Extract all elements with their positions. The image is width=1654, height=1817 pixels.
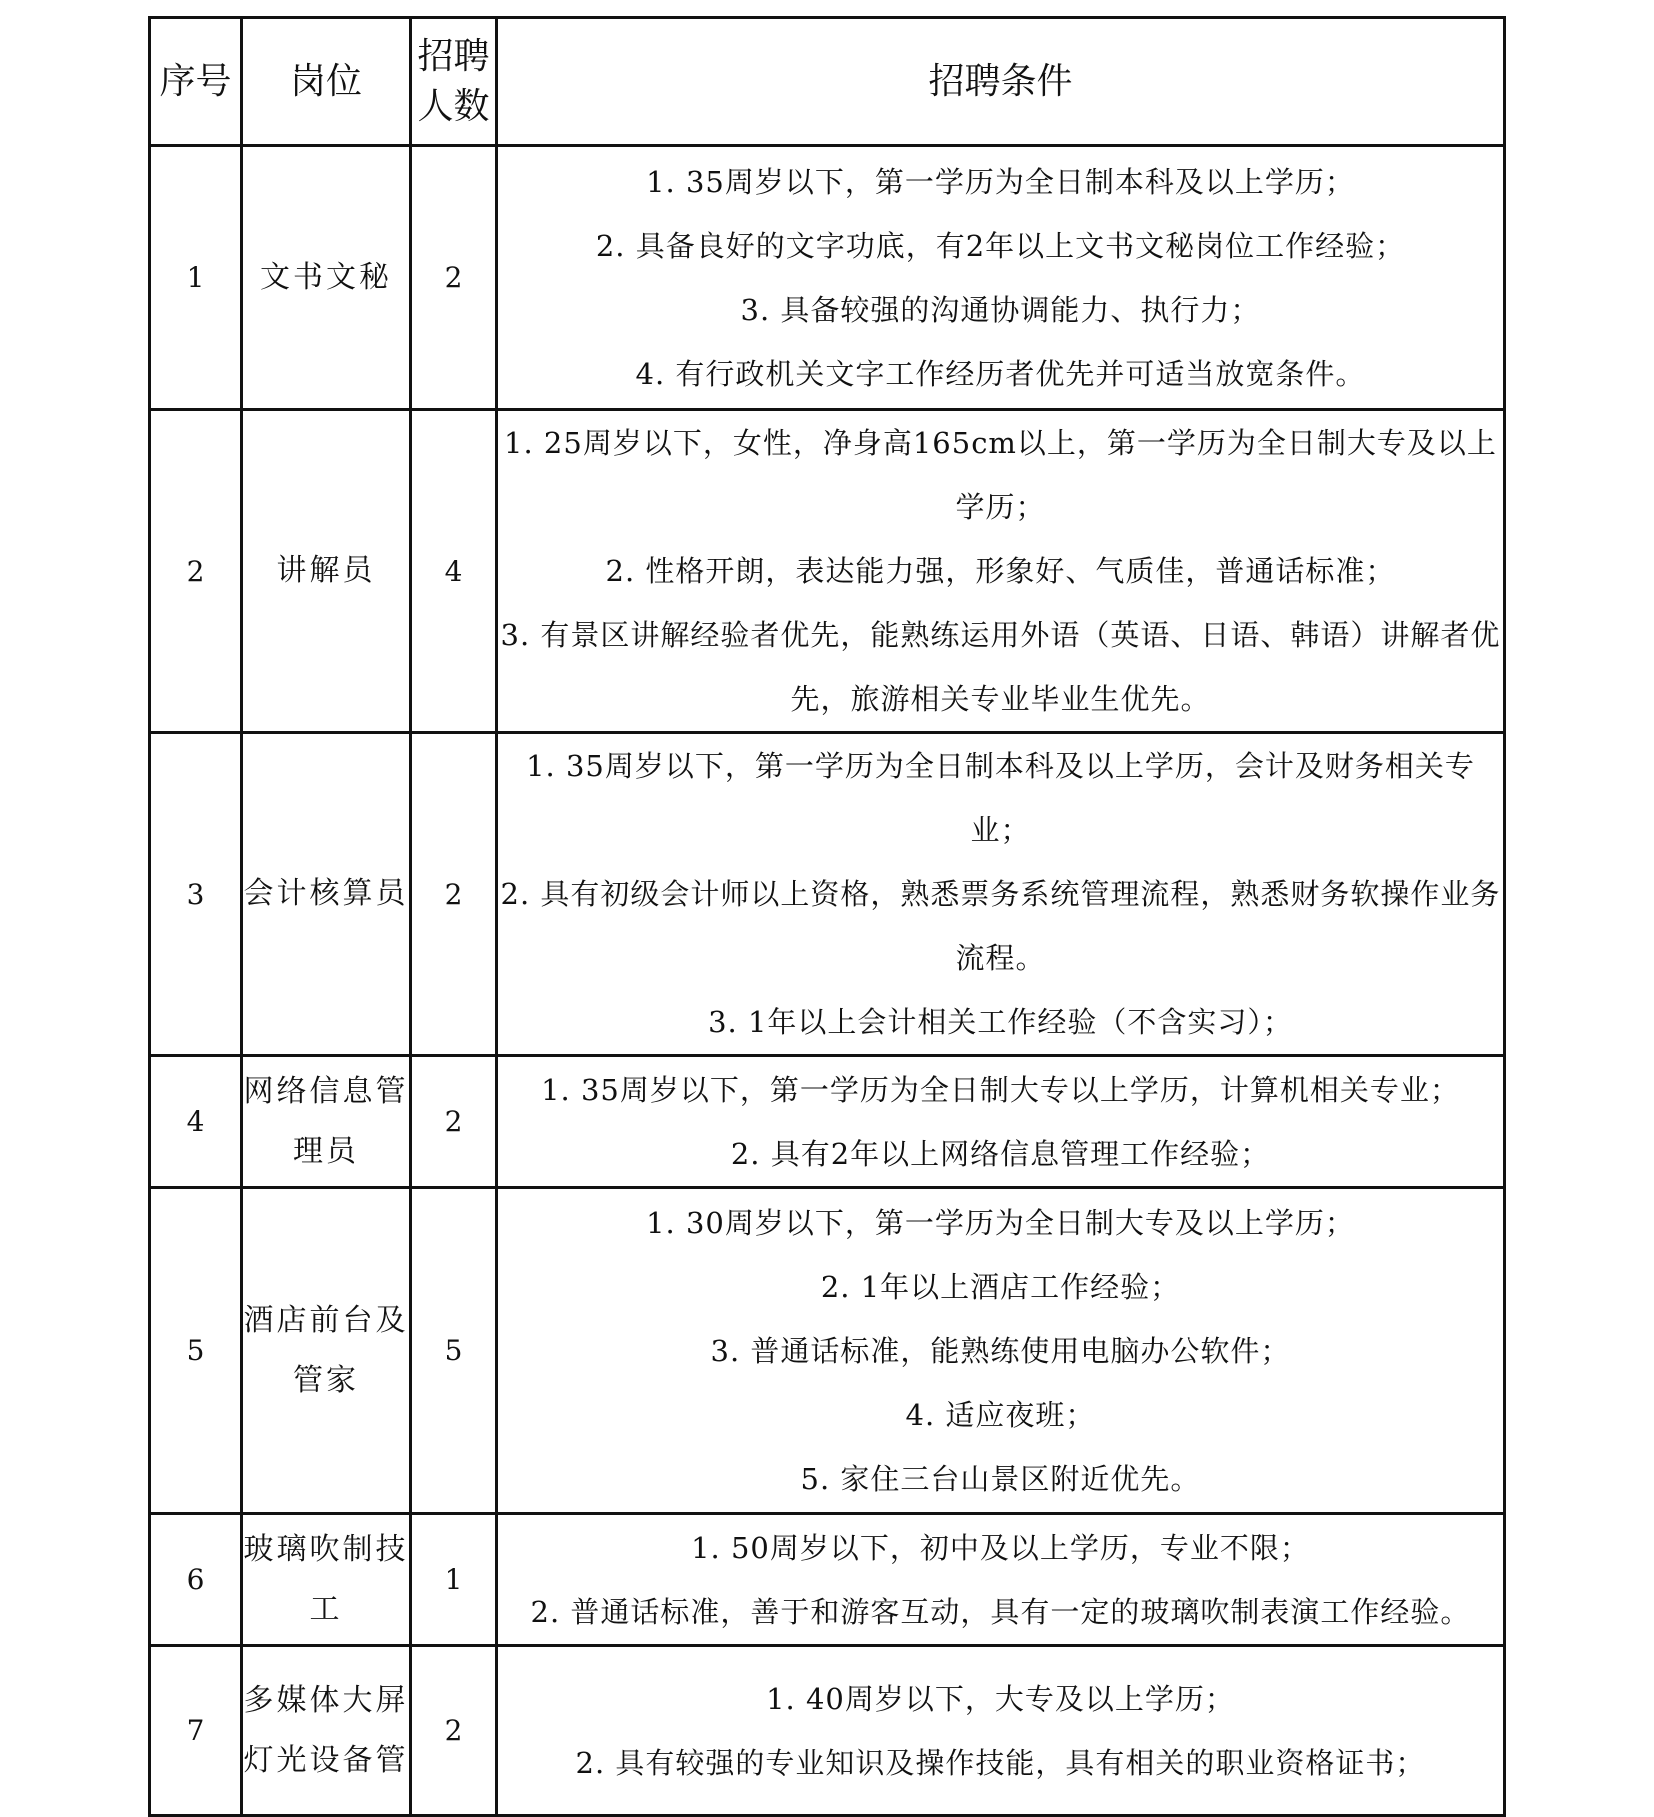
requirement-item: 1. 35周岁以下，第一学历为全日制本科及以上学历，会计及财务相关专业； [526, 749, 1475, 847]
requirement-item: 4. 有行政机关文字工作经历者优先并可适当放宽条件。 [635, 356, 1366, 391]
header-count-line2: 人数 [417, 85, 490, 127]
row-count: 1 [411, 1514, 497, 1646]
requirement-item: 2. 普通话标准，善于和游客互动，具有一定的玻璃吹制表演工作经验。 [530, 1594, 1471, 1629]
table-row [150, 410, 1505, 733]
requirement-item: 2. 具有初级会计师以上资格，熟悉票务系统管理流程，熟悉财务软操作业务流程。 [500, 877, 1501, 975]
requirement-item: 3. 1年以上会计相关工作经验（不含实习）； [708, 1005, 1293, 1039]
requirement-item: 1. 35周岁以下，第一学历为全日制大专以上学历，计算机相关专业； [541, 1072, 1460, 1107]
header-requirements: 招聘条件 [497, 18, 1505, 146]
row-position: 酒店前台及管家 [242, 1188, 411, 1514]
row-requirements [497, 1514, 1505, 1646]
requirement-item: 2. 1年以上酒店工作经验； [820, 1269, 1181, 1304]
table-row [150, 733, 1505, 1056]
row-position: 网络信息管理员 [242, 1056, 411, 1188]
header-count [411, 18, 497, 146]
row-requirements [497, 1646, 1505, 1816]
table-row [150, 146, 1505, 410]
row-position: 文书文秘 [242, 146, 411, 410]
table-row [150, 1188, 1505, 1514]
header-position: 岗位 [242, 18, 411, 146]
row-count: 2 [411, 146, 497, 410]
requirement-item: 5. 家住三台山景区附近优先。 [800, 1461, 1201, 1496]
table-row [150, 1514, 1505, 1646]
row-index: 4 [150, 1056, 242, 1188]
row-index: 7 [150, 1646, 242, 1816]
recruitment-table [148, 16, 1506, 1817]
row-count: 2 [411, 733, 497, 1056]
row-position: 讲解员 [242, 410, 411, 733]
row-index: 2 [150, 410, 242, 733]
header-count-line1: 招聘 [417, 35, 490, 77]
requirement-item: 1. 50周岁以下，初中及以上学历，专业不限； [691, 1530, 1310, 1565]
row-position: 多媒体大屏灯光设备管 [242, 1646, 411, 1816]
document-page [148, 16, 1503, 1780]
row-requirements [497, 733, 1505, 1056]
row-position: 玻璃吹制技工 [242, 1514, 411, 1646]
row-position: 会计核算员 [242, 733, 411, 1056]
requirement-item: 2. 具备良好的文字功底，有2年以上文书文秘岗位工作经验； [595, 228, 1406, 263]
row-requirements [497, 1188, 1505, 1514]
requirement-item: 1. 35周岁以下，第一学历为全日制本科及以上学历； [646, 164, 1355, 199]
requirement-item: 1. 30周岁以下，第一学历为全日制大专及以上学历； [646, 1205, 1355, 1240]
requirement-item: 3. 有景区讲解经验者优先，能熟练运用外语（英语、日语、韩语）讲解者优先，旅游相关专业毕业生优先。 [500, 618, 1501, 716]
requirement-item: 3. 普通话标准，能熟练使用电脑办公软件； [710, 1333, 1291, 1368]
requirement-item: 2. 具有较强的专业知识及操作技能，具有相关的职业资格证书； [575, 1745, 1426, 1780]
row-count: 5 [411, 1188, 497, 1514]
table-row [150, 1646, 1505, 1816]
requirement-item: 2. 具有2年以上网络信息管理工作经验； [730, 1136, 1271, 1171]
requirement-item: 1. 25周岁以下，女性，净身高165cm以上，第一学历为全日制大专及以上学历； [504, 426, 1497, 524]
requirement-item: 4. 适应夜班； [905, 1397, 1096, 1432]
table-header-row [150, 18, 1505, 146]
row-requirements [497, 146, 1505, 410]
requirement-item: 1. 40周岁以下，大专及以上学历； [766, 1681, 1235, 1716]
header-index: 序号 [150, 18, 242, 146]
row-count: 2 [411, 1056, 497, 1188]
requirement-item: 2. 性格开朗，表达能力强，形象好、气质佳，普通话标准； [605, 554, 1396, 588]
row-requirements [497, 410, 1505, 733]
row-requirements [497, 1056, 1505, 1188]
requirement-item: 3. 具备较强的沟通协调能力、执行力； [740, 292, 1261, 327]
row-index: 6 [150, 1514, 242, 1646]
row-count: 2 [411, 1646, 497, 1816]
row-count: 4 [411, 410, 497, 733]
row-index: 3 [150, 733, 242, 1056]
row-index: 5 [150, 1188, 242, 1514]
table-row [150, 1056, 1505, 1188]
row-index: 1 [150, 146, 242, 410]
